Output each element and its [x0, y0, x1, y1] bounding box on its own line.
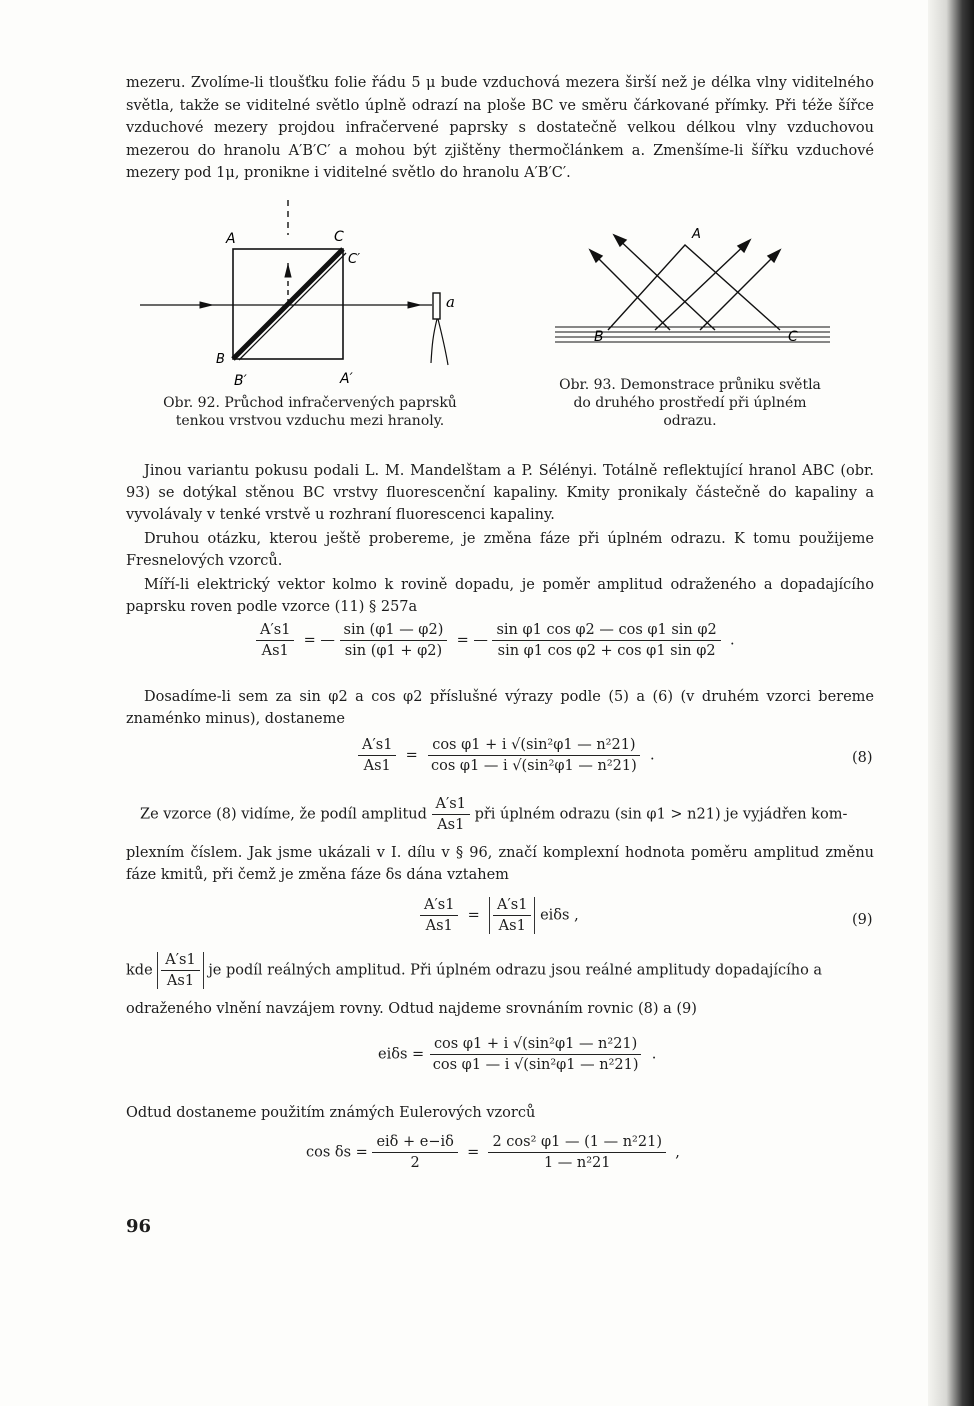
eq8-lhs: $\frac{A's1}{As1}$ — [358, 737, 396, 774]
equation-fresnel-ratio: $\frac{A's1}{As1}$ = — $\frac{\sin (\varphi 1 — \varphi 2)}{\sin (\varphi 1 + \varphi 2)}$ = — $\frac{\text{sin φ1 cos φ2 — cos φ1 sin φ2}}{\text{sin φ1 cos φ2 + cos φ1 sin φ2}}$ . — [256, 622, 735, 659]
fig92-label-A: A — [226, 231, 236, 247]
eq1-lhs: $\frac{A's1}{As1}$ — [256, 622, 294, 659]
eq9-exp: eiδs , — [540, 907, 579, 924]
eq9-lhs: $\frac{A's1}{As1}$ — [420, 897, 458, 934]
eq11-rhs: $\frac{\text{2 cos² φ1 — (1 — n²21)}}{\text{1 — n²21}}$ — [488, 1134, 666, 1171]
fig92-label-C: C — [334, 229, 344, 245]
equation-cos-delta: cos δs = $\frac{\text{eiδ + e−iδ}}{2}$ = $\frac{\text{2 cos² φ1 — (1 — n²21)}}{\text{1 — n²21}}$ , — [306, 1134, 680, 1171]
eq10-lhs: eiδs = — [378, 1046, 425, 1063]
eq11-mid: $\frac{\text{eiδ + e−iδ}}{2}$ — [372, 1134, 457, 1171]
paragraph-phase: Druhou otázku, kterou ještě probereme, je změna fáze při úplném odrazu. K tomu použijeme Fresnelových vzorců. — [126, 531, 874, 569]
para6-text-b: při úplném odrazu (sin φ1 > n21) je vyjádřen kom- — [474, 806, 848, 823]
figure-93-caption: Obr. 93. Demonstrace průniku světla do druhého prostředí při úplném odrazu. — [559, 377, 821, 429]
body-block-3 — [126, 842, 874, 886]
para7-kde: kde — [126, 962, 153, 979]
equation-9-number: (9) — [852, 912, 873, 928]
equation-8: $\frac{A's1}{As1}$ = $\frac{\text{cos φ1 + i √(sin²φ1 — n²21)}}{\text{cos φ1 — i √(sin²φ1 — n²21)}}$ . — [358, 737, 655, 774]
fig92-label-B: B — [216, 352, 225, 367]
paragraph-intro: mezeru. Zvolíme-li tloušťku folie řádu 5 μ bude vzduchová mezera širší než je délka vlny viditelného světla, takže se viditelné světlo úplně odrazí na ploše BC ve směru čárkované přímky. Při téže šířce vzduchové mezery projdou infračervené paprsky s dostatečně velkou délkou vlny vzduchovou mezerou do hranolu A′B′C′ a mohou být zjištěny thermočlánkem a. Zmenšíme-li šířku vzduchové mezery pod 1μ, pronikne i viditelné světlo do hranolu A′B′C′. — [126, 75, 874, 181]
para7-inline-fraction: $\frac{A's1}{As1}$ — [161, 952, 199, 989]
para7-text-a: je podíl reálných amplitud. Při úplném odrazu jsou reálné amplitudy dopadajícího a — [208, 962, 823, 979]
paragraph-substitution: Dosadíme-li sem za sin φ2 a cos φ2 příslušné výrazy podle (5) a (6) (v druhém vzorci bereme znaménko minus), dostaneme — [126, 689, 874, 727]
fig92-label-A-prime: A′ — [340, 371, 353, 387]
paragraph-amplitude-ratio-line — [140, 796, 847, 833]
paragraph-variant: Jinou variantu pokusu podali L. M. Mandelštam a P. Sélényi. Totálně reflektující hranol ABC (obr. 93) se dotýkal stěnou BC vrstvy fluorescenční kapaliny. Kmity pronikaly částečně do kapaliny a vyvolávaly v tenké vrstvě u rozhraní fluorescenci kapaliny. — [126, 463, 874, 523]
fig93-label-C: C — [788, 329, 798, 345]
scan-edge-shadow — [928, 0, 974, 1406]
figure-93 — [550, 220, 840, 350]
fig93-label-A: A — [692, 227, 701, 242]
figure-92-caption: Obr. 92. Průchod infračervených paprsků tenkou vrstvou vzduchu mezi hranoly. — [163, 395, 457, 429]
paragraph-comparison: odraženého vlnění navzájem rovny. Odtud najdeme srovnáním rovnic (8) a (9) — [126, 1001, 697, 1017]
eq11-lhs: cos δs = — [306, 1144, 368, 1161]
paragraph-fresnel: Míří-li elektrický vektor kolmo k rovině dopadu, je poměr amplitud odraženého a dopadajícího paprsku roven podle vzorce (11) § 257a — [126, 577, 874, 615]
eq1-rhs: $\frac{\text{sin φ1 cos φ2 — cos φ1 sin φ2}}{\text{sin φ1 cos φ2 + cos φ1 sin φ2}}$ — [492, 622, 720, 659]
para6-inline-fraction: $\frac{A's1}{As1}$ — [432, 796, 470, 833]
fig92-label-C-prime: C′ — [348, 252, 361, 267]
paragraph-complex-number: plexním číslem. Jak jsme ukázali v I. dílu v § 96, značí komplexní hodnota poměru amplitud změnu fáze kmitů, při čemž je změna fáze δs dána vztahem — [126, 845, 874, 883]
equation-8-number: (8) — [852, 750, 873, 766]
para6-text-a: Ze vzorce (8) vidíme, že podíl amplitud — [140, 806, 427, 823]
body-block-4 — [126, 998, 874, 1020]
body-block-1 — [126, 460, 874, 618]
fig92-label-B-prime: B′ — [234, 373, 247, 389]
equation-9: $\frac{A's1}{As1}$ = $\frac{A's1}{As1}$ eiδs , — [420, 897, 579, 934]
equation-phase-exp: eiδs = $\frac{\text{cos φ1 + i √(sin²φ1 — n²21)}}{\text{cos φ1 — i √(sin²φ1 — n²21)}}$ . — [378, 1036, 657, 1073]
page-number: 96 — [126, 1216, 152, 1237]
eq8-rhs: $\frac{\text{cos φ1 + i √(sin²φ1 — n²21)}}{\text{cos φ1 — i √(sin²φ1 — n²21)}}$ — [427, 737, 641, 774]
paragraph-euler: Odtud dostaneme použitím známých Eulerových vzorců — [126, 1105, 536, 1121]
eq9-abs: $\frac{A's1}{As1}$ — [493, 897, 531, 934]
fig93-label-B: B — [594, 329, 604, 345]
figure-92 — [140, 195, 480, 390]
paragraph-real-amplitudes-line — [126, 952, 822, 989]
eq1-mid: $\frac{\sin (\varphi 1 — \varphi 2)}{\sin (\varphi 1 + \varphi 2)}$ — [340, 622, 448, 659]
body-block-2 — [126, 686, 874, 730]
eq10-rhs: $\frac{\text{cos φ1 + i √(sin²φ1 — n²21)}}{\text{cos φ1 — i √(sin²φ1 — n²21)}}$ — [429, 1036, 643, 1073]
body-block-5 — [126, 1102, 874, 1124]
fig92-label-a: a — [446, 293, 455, 311]
